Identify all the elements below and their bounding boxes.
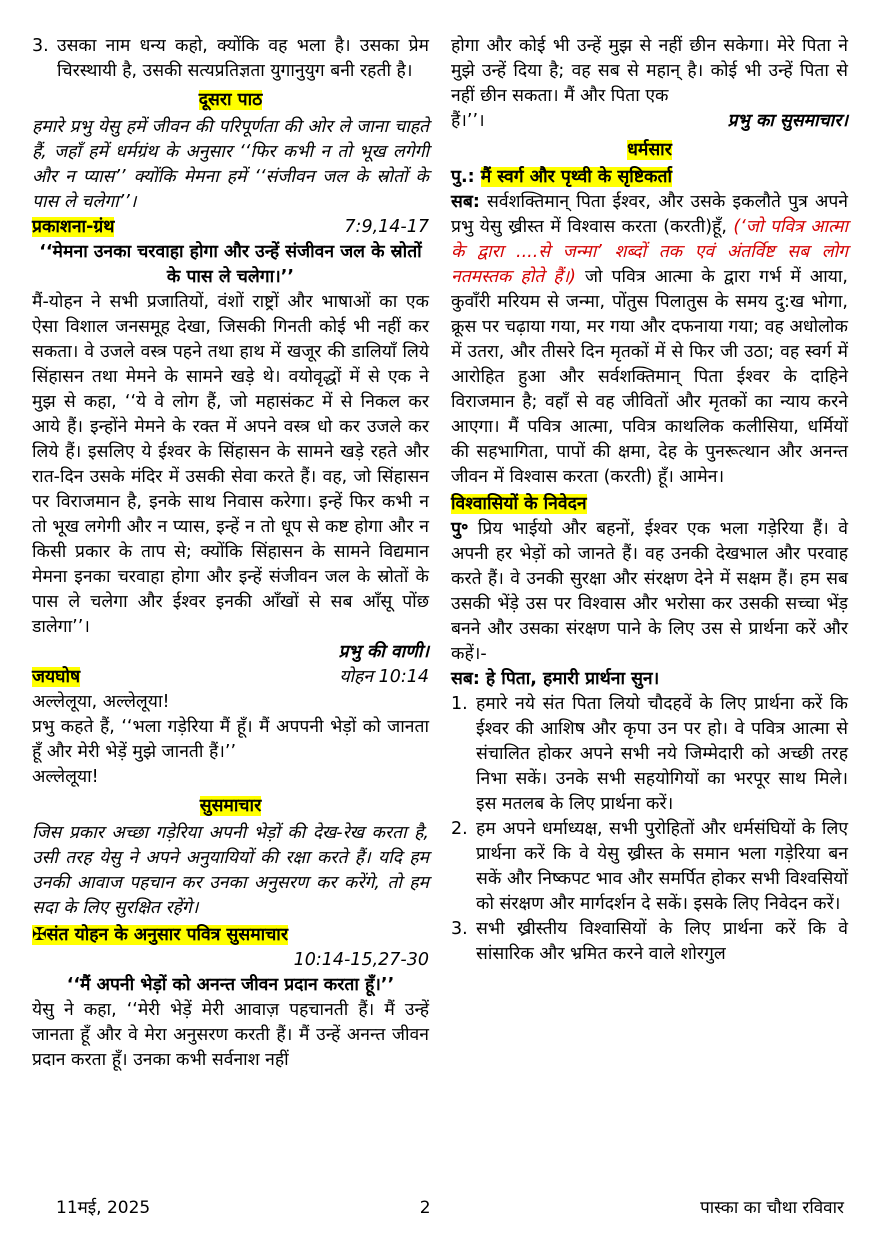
acclamation-line2: प्रभु कहते हैं, ‘‘भला गड़ेरिया मैं हूँ। मैं अपपनी भेड़ों को जानता हूँ और मेरी भेड़ें मुझे जानती हैं।’’ bbox=[32, 717, 429, 762]
intercessions-response: सब: हे पिता, हमारी प्रार्थना सुन। bbox=[451, 669, 660, 689]
gospel-continuation-end-row bbox=[451, 109, 848, 134]
creed-heading: धर्मसार bbox=[627, 140, 672, 160]
footer-page-number: 2 bbox=[419, 1198, 431, 1218]
gospel-continuation-last-words: हैं।’’। bbox=[451, 111, 485, 131]
creed-part2: जो पवित्र आत्मा के द्वारा गर्भ में आया, कुवाँरी मरियम से जन्मा, पोंतुस पिलातुस के समय दु:ख भोगा, क्रूस पर चढ़ाया गया, मर गया और दफनाया गया; वह अधोलोक में उतरा, और तीसरे दिन मृतकों में से फिर जी उठा; वह स्वर्ग में आरोहित हुआ और सर्वशक्तिमान् पिता ईश्वर के दाहिने विराजमान है; वहाँ से वह जीवितों और मृतकों का न्याय करने आएगा। मैं पवित्र आत्मा, पवित्र काथलिक कलीसिया, धर्मियों की सहभागिता, पापों की क्षमा, देह के पुनरूत्थान और अनन्त जीवन में विश्वास करता (करती) हूँ। आमेन। bbox=[451, 267, 848, 487]
acclamation-line1: अल्लेलूया, अल्लेलूया! bbox=[32, 692, 170, 712]
intercessions-priest-text: प्रिय भाईयो और बहनों, ईश्वर एक भला गड़ेरिया हैं। वे अपनी हर भेड़ों को जानते हैं। वह उनकी देखभाल और परवाह करते हैं। वे उनकी सुरक्षा और संरक्षण देने में सक्षम हैं। हम सब उसकी भेंड़े उस पर विश्वास और भरोसा कर उसकी सच्चा भेंड़ बनने और उसका संरक्षण पाने के लिए उस से प्रार्थना करें और कहें।- bbox=[451, 519, 848, 664]
acclamation-reference: योहन 10:14 bbox=[339, 667, 429, 687]
gospel-source-heading bbox=[32, 923, 429, 948]
intercessions-invitation bbox=[451, 517, 848, 667]
gospel-heading: सुसमाचार bbox=[199, 796, 262, 816]
psalm-item-text: उसका नाम धन्य कहो, क्योंकि वह भला है। उसका प्रेम चिरस्थायी है, उसकी सत्यप्रतिज्ञता युगानुयुग बनी रहती है। bbox=[57, 36, 429, 81]
creed-priest-text: मैं स्वर्ग और पृथ्वी के सृष्टिकर्ता bbox=[480, 167, 672, 187]
creed-priest-prefix: पु.: bbox=[451, 167, 475, 187]
gospel-closing: प्रभु का सुसमाचार। bbox=[727, 111, 848, 131]
prayer-item bbox=[451, 817, 848, 917]
gospel-quote: ‘‘मैं अपनी भेड़ों को अनन्त जीवन प्रदान करता हूँ।’’ bbox=[66, 975, 395, 995]
prayer-number: 1. bbox=[451, 694, 468, 714]
acclamation-heading-row bbox=[32, 665, 429, 690]
second-reading-heading: दूसरा पाठ bbox=[198, 90, 263, 110]
prayer-number: 2. bbox=[451, 819, 468, 839]
creed-text bbox=[451, 190, 848, 490]
second-reading-reference: 7:9,14-17 bbox=[344, 217, 429, 237]
gospel-reference: 10:14-15,27-30 bbox=[293, 950, 429, 970]
left-column bbox=[32, 34, 429, 1073]
prayer-item bbox=[451, 692, 848, 817]
second-reading-body: मैं-योहन ने सभी प्रजातियों, वंशों राष्ट्रों और भाषाओं का एक ऐसा विशाल जनसमूह देखा, जिसकी गिनती कोई भी नहीं कर सकता। वे उजले वस्त्र पहने तथा हाथ में खजूर की डालियाँ लिये सिंहासन तथा मेमने के सामने खड़े थे। वयोवृद्धों में से एक ने मुझ से कहा, ‘‘ये वे लोग हैं, जो महासंकट में से निकल कर आये हैं। इन्होंने मेमने के रक्त में अपने वस्त्र धो कर उजले कर लिये हैं। इसलिए ये ईश्वर के सिंहासन के सामने खड़े रहते और रात-दिन उसके मंदिर में उसकी सेवा करते हैं। वह, जो सिंहासन पर विराजमान है, इनके साथ निवास करेगा। इन्हें फिर कभी न तो भूख लगेगी और न प्यास, इन्हें न तो धूप से कष्ट होगा और न किसी प्रकार के ताप से; क्योंकि सिंहासन के सामने विद्यमान मेमना इनका चरवाहा होगा और इन्हें संजीवन जल के स्रोतों के पास ले चलेगा और ईश्वर इनकी आँखों से सब आँसू पोंछ डालेगा’’। bbox=[32, 292, 429, 637]
intercessions-heading: विश्वासियों के निवेदन bbox=[451, 494, 587, 514]
second-reading-quote: ‘‘मेमना उनका चरवाहा होगा और उन्हें संजीवन जल के स्रोतों के पास ले चलेगा।’’ bbox=[39, 242, 422, 287]
footer-title: पास्का का चौथा रविवार bbox=[700, 1198, 844, 1218]
right-column bbox=[451, 34, 848, 1073]
intercessions-priest-prefix: पु॰ bbox=[451, 519, 469, 539]
prayer-item bbox=[451, 917, 848, 967]
footer-date: 11मई, 2025 bbox=[56, 1198, 151, 1218]
creed-rubric: (‘जो पवित्र आत्मा के द्वारा ....से जन्मा’ शब्दों तक एवं अंतर्विष्ट सब लोग नतमस्तक होते हैं।) bbox=[451, 217, 848, 287]
gospel-continuation-body: होगा और कोई भी उन्हें मुझ से नहीं छीन सकेगा। मेरे पिता ने मुझे उन्हें दिया है; वह सब से महान् है। कोई भी उन्हें पिता से नहीं छीन सकता। मैं और पिता एक bbox=[451, 36, 848, 106]
gospel-intro: जिस प्रकार अच्छा गड़ेरिया अपनी भेड़ों की देख-रेख करता है, उसी तरह येसु ने अपने अनुयायियों की रक्षा करते हैं। यदि हम उनकी आवाज पहचान कर उनका अनुसरण कर करेंगे, तो हम सदा के लिए सुरक्षित रहेंगे। bbox=[32, 823, 429, 918]
psalm-item-number: 3. bbox=[32, 36, 49, 56]
second-reading-source-row bbox=[32, 215, 429, 240]
acclamation-line3: अल्लेलूया! bbox=[32, 767, 99, 787]
second-reading-source: प्रकाशना-ग्रंथ bbox=[32, 217, 115, 237]
cross-icon: ✠ bbox=[32, 925, 47, 945]
creed-part1: सर्वशक्तिमान् पिता ईश्वर, और उसके इकलौते पुत्र अपने प्रभु येसु ख्रीस्त में विश्वास करता (करती)हूँ, bbox=[451, 192, 848, 237]
prayer-text: सभी ख्रीस्तीय विश्वासियों के लिए प्रार्थना करें कि वे सांसारिक और भ्रमित करने वाले शोरगुल bbox=[476, 919, 848, 964]
creed-all-prefix: सब: bbox=[451, 192, 480, 212]
prayer-number: 3. bbox=[451, 919, 468, 939]
psalm-item bbox=[32, 34, 429, 84]
gospel-source-text: संत योहन के अनुसार पवित्र सुसमाचार bbox=[46, 925, 288, 945]
acclamation-heading: जयघोष bbox=[32, 667, 81, 687]
page-footer bbox=[0, 1196, 878, 1221]
creed-priest-line bbox=[451, 165, 848, 190]
second-reading-intro: हमारे प्रभु येसु हमें जीवन की परिपूर्णता की ओर ले जाना चाहते हैं, जहाँ हमें धर्मग्रंथ के अनुसार ‘‘फिर कभी न तो भूख लगेगी और न प्यास’’ क्योंकि मेमना हमें ‘‘संजीवन जल के स्रोतों के पास ले चलेगा’’। bbox=[32, 117, 429, 212]
second-reading-closing: प्रभु की वाणी। bbox=[338, 642, 429, 662]
prayer-text: हम अपने धर्माध्यक्ष, सभी पुरोहितों और धर्मसंघियों के लिए प्रार्थना करें कि वे येसु ख्रीस्त के समान भला गड़ेरिया बन सकें और निष्कपट भाव और समर्पित होकर सभी विश्वसियों को संरक्षण और मार्गदर्शन दे सकें। इसके लिए निवेदन करें। bbox=[476, 819, 848, 914]
prayer-text: हमारे नये संत पिता लियो चौदहवें के लिए प्रार्थना करें कि ईश्वर की आशिष और कृपा उन पर हो। वे पवित्र आत्मा से संचालित होकर अपने सभी नये जिम्मेदारी को अच्छी तरह निभा सकें। उनके सभी सहयोगियों का भरपूर साथ मिले। इस मतलब के लिए प्रार्थना करें। bbox=[476, 694, 848, 814]
gospel-body: येसु ने कहा, ‘‘मेरी भेड़ें मेरी आवाज़ पहचानती हैं। मैं उन्हें जानता हूँ और वे मेरा अनुसरण करती हैं। मैं उन्हें अनन्त जीवन प्रदान करता हूँ। उनका कभी सर्वनाश नहीं bbox=[32, 1000, 429, 1070]
